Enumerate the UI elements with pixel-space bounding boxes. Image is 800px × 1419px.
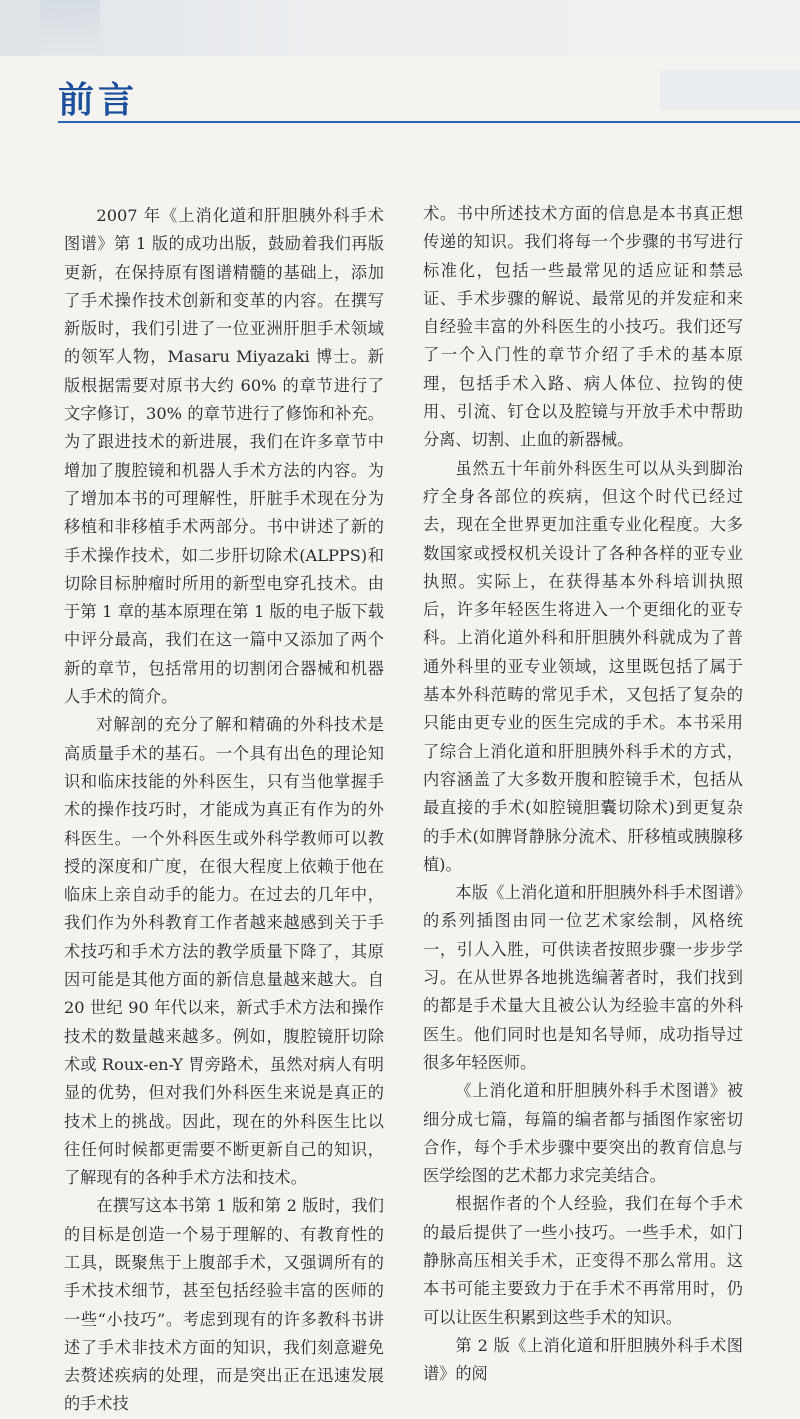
- top-background-strip: [0, 0, 800, 56]
- paragraph: 第 2 版《上消化道和肝胆胰外科手术图谱》的阅: [423, 1335, 743, 1384]
- paragraph: 2007 年《上消化道和肝胆胰外科手术图谱》第 1 版的成功出版，鼓励着我们再版更新，在保持原有图谱精髓的基础上，添加了手术操作技术创新和变革的内容。在撰写新版时，我们引进了一位亚洲肝胆手术领域的领军人物，Masaru Miyazaki 博士。新版根据需要对原书大约 60% 的章节进行了文字修订，30% 的章节进行了修饰和补充。为了跟进技术的新进展，我们在许多章节中增加了腹腔镜和机器人手术方法的内容。为了增加本书的可理解性，肝脏手术现在分为移植和非移植手术两部分。书中讲述了新的手术操作技术，如二步肝切除术(ALPPS)和切除目标肿瘤时所用的新型电穿孔技术。由于第 1 章的基本原理在第 1 版的电子版下载中评分最高，我们在这一篇中又添加了两个新的章节，包括常用的切割闭合器械和机器人手术的简介。: [64, 206, 384, 707]
- right-column: [423, 200, 743, 1388]
- title-divider: [58, 121, 800, 123]
- paragraph: 根据作者的个人经验，我们在每个手术的最后提供了一些小技巧。一些手术，如门静脉高压相关手术，正变得不那么常用。这本书可能主要致力于在手术不再常用时，仍可以让医生积累到这些手术的知识。: [423, 1194, 743, 1327]
- paragraph: 在撰写这本书第 1 版和第 2 版时，我们的目标是创造一个易于理解的、有教育性的工具，既聚焦于上腹部手术，又强调所有的手术技术细节，甚至包括经验丰富的医师的一些“小技巧”。考虑到现有的许多教科书讲述了手术非技术方面的知识，我们刻意避免去赘述疾病的处理，而是突出正在迅速发展的手术技: [64, 1196, 384, 1414]
- paragraph: 本版《上消化道和肝胆胰外科手术图谱》的系列插图由同一位艺术家绘制，风格统一，引人入胜，可供读者按照步骤一步步学习。在从世界各地挑选编著者时，我们找到的都是手术量大且被公认为经验丰富的外科医生。他们同时也是知名导师，成功指导过很多年轻医师。: [423, 883, 743, 1072]
- left-column: [64, 202, 384, 1419]
- header-tab-decoration: [660, 70, 800, 110]
- page-title: 前言: [58, 80, 139, 121]
- paragraph: 虽然五十年前外科医生可以从头到脚治疗全身各部位的疾病，但这个时代已经过去，现在全世界更加注重专业化程度。大多数国家或授权机关设计了各种各样的亚专业执照。实际上，在获得基本外科培训执照后，许多年轻医生将进入一个更细化的亚专科。上消化道外科和肝胆胰外科就成为了普通外科里的亚专业领域，这里既包括了属于基本外科范畴的常见手术，又包括了复杂的只能由更专业的医生完成的手术。本书采用了综合上消化道和肝胆胰外科手术的方式，内容涵盖了大多数开腹和腔镜手术，包括从最直接的手术(如腔镜胆囊切除术)到更复杂的手术(如脾肾静脉分流术、肝移植或胰腺移植)。: [423, 458, 743, 874]
- top-corner-decoration: [40, 0, 100, 56]
- paragraph-continuation: 术。书中所述技术方面的信息是本书真正想传递的知识。我们将每一个步骤的书写进行标准化，包括一些最常见的适应证和禁忌证、手术步骤的解说、最常见的并发症和来自经验丰富的外科医生的小技巧。我们还写了一个入门性的章节介绍了手术的基本原理，包括手术入路、病人体位、拉钩的使用、引流、钉仓以及腔镜与开放手术中帮助分离、切割、止血的新器械。: [423, 204, 743, 450]
- paragraph: 对解剖的充分了解和精确的外科技术是高质量手术的基石。一个具有出色的理论知识和临床技能的外科医生，只有当他掌握手术的操作技巧时，才能成为真正有作为的外科医生。一个外科医生或外科学教师可以教授的深度和广度，在很大程度上依赖于他在临床上亲自动手的能力。在过去的几年中，我们作为外科教育工作者越来越感到关于手术技巧和手术方法的教学质量下降了，其原因可能是其他方面的新信息量越来越大。自 20 世纪 90 年代以来，新式手术方法和操作技术的数量越来越多。例如，腹腔镜肝切除术或 Roux-en-Y 胃旁路术，虽然对病人有明显的优势，但对我们外科医生来说是真正的技术上的挑战。因此，现在的外科医生比以往任何时候都更需要不断更新自己的知识，了解现有的各种手术方法和技术。: [64, 715, 384, 1188]
- paragraph: 《上消化道和肝胆胰外科手术图谱》被细分成七篇，每篇的编者都与插图作家密切合作，每个手术步骤中要突出的教育信息与医学绘图的艺术都力求完美结合。: [423, 1081, 743, 1186]
